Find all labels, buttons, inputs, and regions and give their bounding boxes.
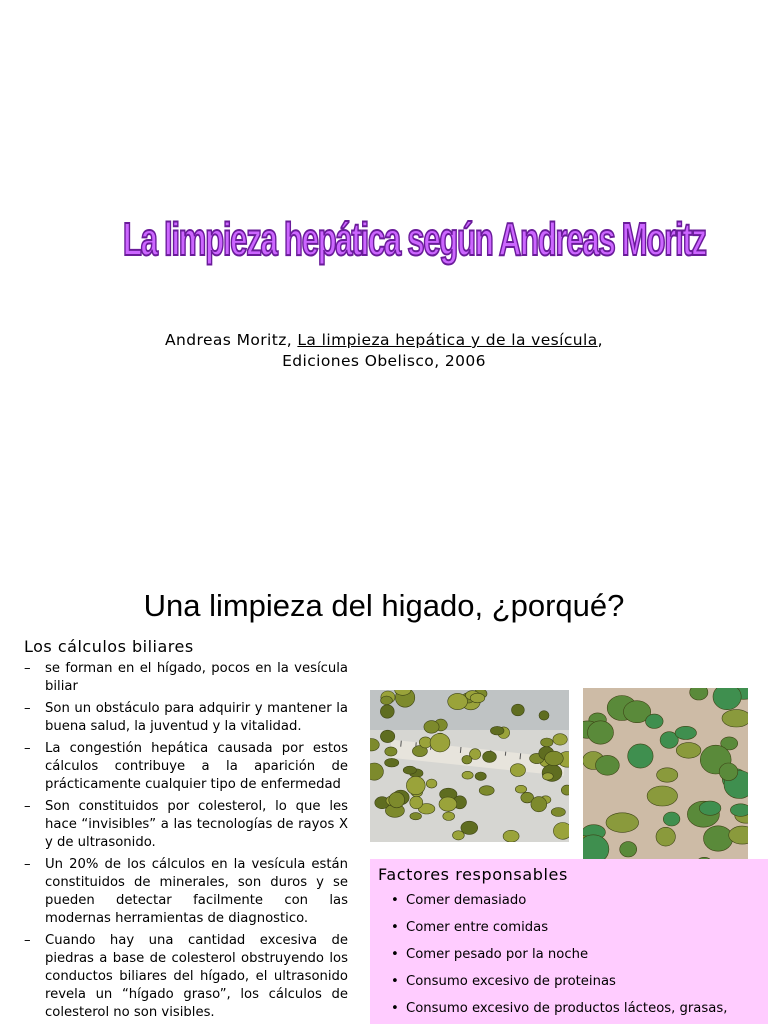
factors-title: Factores responsables	[378, 865, 568, 884]
gallstone-shape	[676, 743, 701, 759]
gallstone-shape	[380, 730, 394, 742]
gallstone-shape	[541, 738, 553, 747]
gallstone-shape	[551, 808, 565, 817]
list-item: • Comer demasiado	[382, 892, 742, 909]
bullet-text: Son constituidos por colesterol, lo que les hace “invisibles” a las tecnologías de rayos X y de ultrasonido.	[45, 799, 348, 850]
gallstone-shape	[539, 711, 549, 720]
gallstone-shape	[656, 827, 675, 846]
list-item	[22, 700, 348, 736]
slide-2-title: Una limpieza del higado, ¿porqué?	[0, 588, 768, 624]
factors-box	[370, 859, 768, 1024]
gallstone-shape	[531, 797, 547, 812]
list-item: • Comer pesado por la noche	[382, 946, 742, 963]
gallstone-shape	[647, 786, 677, 806]
list-item	[22, 856, 348, 928]
gallstone-shape	[657, 768, 678, 782]
list-item	[22, 932, 348, 1022]
bullet-text: Son un obstáculo para adquirir y mantener la buena salud, la juventud y la vitalidad.	[45, 701, 348, 734]
reference-comma: ,	[598, 331, 603, 349]
reference-publisher: Ediciones Obelisco, 2006	[282, 352, 486, 370]
gallstone-shape	[461, 821, 478, 834]
gallstone-shape	[663, 812, 680, 826]
gallstone-shape	[462, 755, 472, 764]
gallstone-shape	[545, 751, 564, 765]
gallstone-shape	[515, 785, 526, 793]
gallstone-shape	[553, 823, 569, 840]
list-item: • Consumo excesivo de productos lácteos, grasas,	[382, 1000, 742, 1017]
gallstone-shape	[503, 830, 519, 842]
gallstone-shape	[730, 804, 748, 817]
gallstone-shape	[385, 747, 397, 756]
gallstone-shape	[403, 766, 416, 774]
gallstone-shape	[646, 714, 664, 728]
gallstone-shape	[699, 801, 721, 815]
gallstone-shape	[628, 744, 653, 768]
gallstone-shape	[462, 771, 473, 779]
gallstone-shape	[704, 826, 733, 851]
gallstone-shape	[475, 772, 486, 780]
gallstone-shape	[470, 693, 485, 703]
gallstone-shape	[512, 704, 525, 716]
gallstone-shape	[719, 763, 738, 781]
list-item	[22, 660, 348, 696]
slide-1-title: La limpieza hepática según Andreas Moritz	[123, 212, 645, 266]
list-item	[22, 740, 348, 794]
gallstone-shape	[410, 796, 423, 809]
dash-marker: –	[24, 856, 31, 874]
dash-marker: –	[24, 932, 31, 950]
gallstone-shape	[380, 705, 394, 718]
bullet-text: Un 20% de los cálculos en la vesícula están constituidos de minerales, son duros y se pueden detectar facilmente con las modernas herramientas de diagnostico.	[45, 857, 348, 926]
gallstones-bullet-list	[22, 660, 348, 1026]
gallstone-shape	[588, 721, 614, 744]
gallstone-shape	[490, 726, 504, 735]
reference-book-title: La limpieza hepática y de la vesícula	[297, 331, 597, 349]
bullet-text: Cuando hay una cantidad excesiva de piedras a base de colesterol obstruyendo los conductos biliares del hígado, el ultrasonido revela un “hígado graso”, los cálculos de colesterol no son visibles.	[45, 933, 348, 1020]
gallstones-subtitle: Los cálculos biliares	[24, 637, 194, 656]
gallstone-shape	[483, 751, 497, 762]
gallstone-shape	[430, 734, 450, 752]
gallstone-shape	[620, 842, 637, 857]
gallstone-shape	[553, 734, 567, 745]
gallstone-shape	[439, 797, 457, 811]
gallstone-shape	[426, 779, 437, 788]
list-item: • Comer entre comidas	[382, 919, 742, 936]
factors-list	[382, 892, 742, 1027]
gallstone-shape	[410, 813, 422, 820]
list-item: • Consumo excesivo de proteinas	[382, 973, 742, 990]
gallstone-shape	[510, 764, 525, 777]
bullet-text: La congestión hepática causada por estos cálculos contribuye a la aparición de prácticamente cualquier tipo de enfermedad	[45, 741, 348, 792]
bullet-text: se forman en el hígado, pocos en la vesícula biliar	[45, 661, 348, 694]
list-item	[22, 798, 348, 852]
gallstone-shape	[381, 696, 393, 705]
gallstone-shape	[424, 721, 439, 734]
gallstones-ruler-photo	[370, 690, 569, 842]
gallstone-shape	[479, 786, 494, 796]
gallstone-shape	[596, 755, 620, 775]
gallstone-shape	[406, 776, 425, 794]
gallstone-shape	[543, 773, 554, 780]
dash-marker: –	[24, 798, 31, 816]
gallstone-shape	[389, 792, 405, 808]
dash-marker: –	[24, 660, 31, 678]
book-reference	[0, 330, 768, 372]
gallstone-shape	[722, 710, 748, 727]
gallstone-shape	[448, 693, 468, 709]
reference-author: Andreas Moritz,	[165, 331, 297, 349]
gallstone-shape	[606, 813, 639, 833]
gallstone-shape	[443, 812, 455, 821]
gallstone-shape	[675, 726, 696, 739]
dash-marker: –	[24, 700, 31, 718]
dash-marker: –	[24, 740, 31, 758]
gallstone-shape	[385, 758, 399, 767]
